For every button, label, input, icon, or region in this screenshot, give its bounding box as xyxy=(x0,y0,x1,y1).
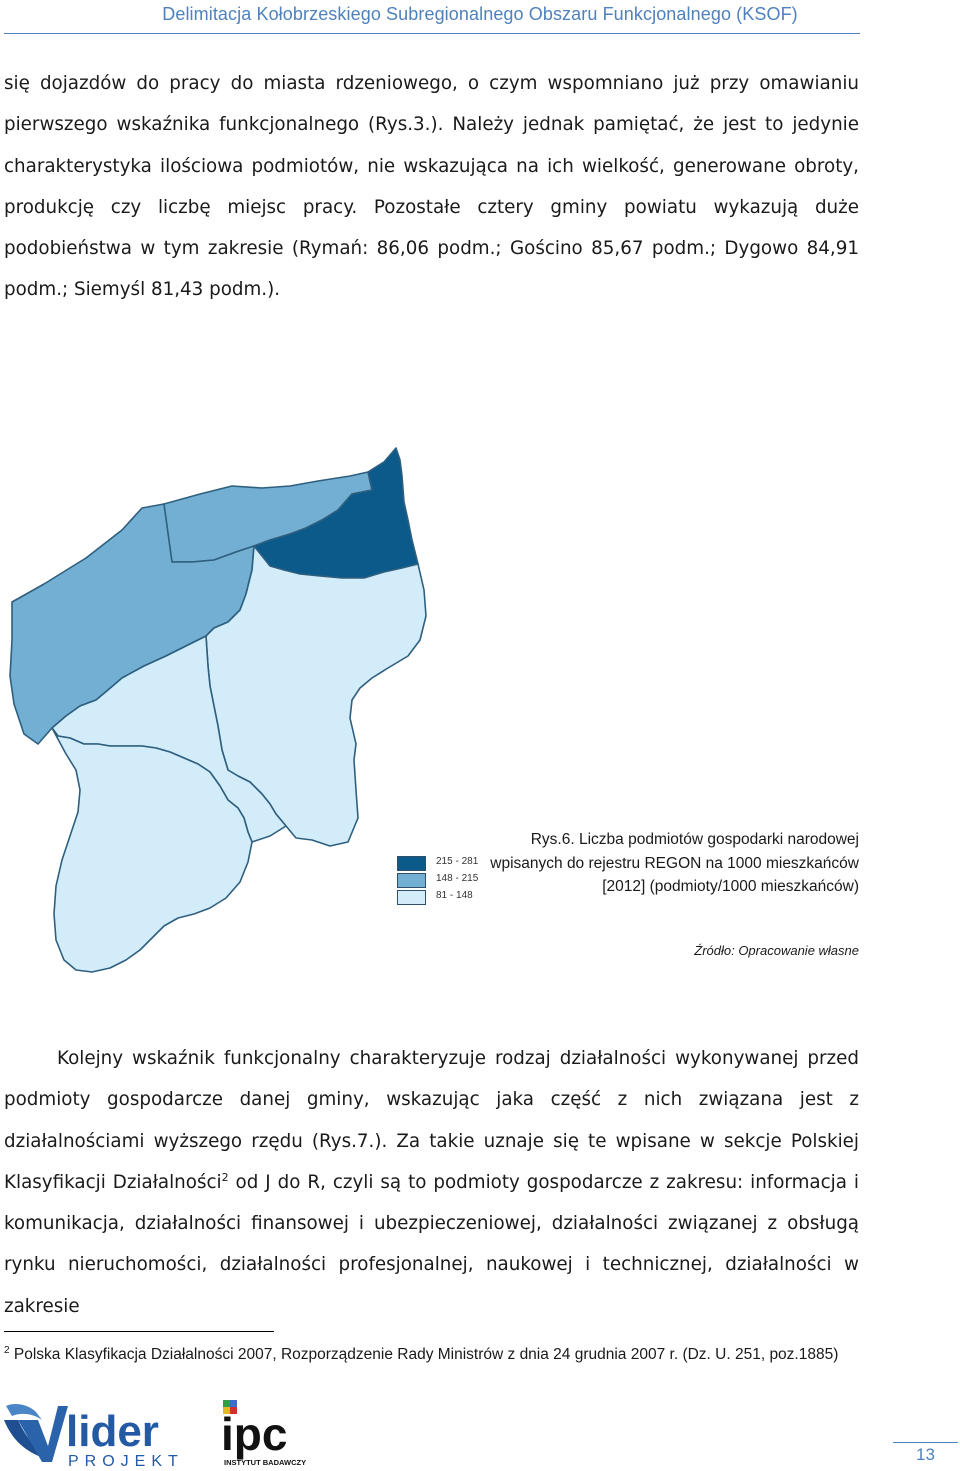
legend-label: 148 - 215 xyxy=(436,873,479,884)
map-legend xyxy=(395,855,495,906)
paragraph2-text-a: Kolejny wskaźnik funkcjonalny charakteryzuje rodzaj działalności wykonywanej przed podmioty gospodarcze danej gminy, wskazując jaka część z nich związana jest z działalnościami wyższego rzędu (Rys.7.). Za takie uznaje się te wpisane w sekcje Polskiej Klasyfikacji Działalności xyxy=(4,1048,859,1193)
lider-subtitle: PROJEKT xyxy=(68,1453,184,1468)
lider-projekt-logo xyxy=(4,1400,199,1468)
body-paragraph-1: się dojazdów do pracy do miasta rdzeniowego, o czym wspomniano już przy omawianiu pierwszego wskaźnika funkcjonalnego (Rys.3.). Należy jednak pamiętać, że jest to jedynie charakterystyka ilościowa podmiotów, nie wskazująca na ich wielkość, generowane obroty, produkcję czy liczbę miejsc pracy. Pozostałe cztery gminy powiatu wykazują duże podobieństwa w tym zakresie (Rymań: 86,06 podm.; Gościno 85,67 podm.; Dygowo 84,91 podm.; Siemyśl 81,43 podm.). xyxy=(4,73,859,301)
ipc-logo xyxy=(221,1398,311,1468)
legend-row xyxy=(395,855,495,872)
figure-source: Źródło: Opracowanie własne xyxy=(694,943,859,958)
lider-swirl-icon xyxy=(4,1404,68,1462)
footnote-text: Polska Klasyfikacja Działalności 2007, Rozporządzenie Rady Ministrów z dnia 24 grudnia 2007 r. (Dz. U. 251, poz.1885) xyxy=(9,1346,839,1363)
legend-row xyxy=(395,889,495,906)
header-divider xyxy=(4,33,860,34)
lider-wordmark: lider xyxy=(66,1407,159,1456)
body-paragraph-2 xyxy=(4,1038,859,1327)
legend-swatch-dark xyxy=(397,856,426,871)
footnote-reference[interactable]: 2 xyxy=(221,1170,229,1184)
paragraph2-text-b: od J do R, czyli są to podmioty gospodarcze z zakresu: informacja i komunikacja, działalności finansowej i ubezpieczeniowej, działalności związanej z obsługą rynku nieruchomości, działalności profesjonalnej, naukowej i technicznej, działalności w zakresie xyxy=(4,1171,859,1317)
page-header-title: Delimitacja Kołobrzeskiego Subregionalnego Obszaru Funkcjonalnego (KSOF) xyxy=(162,4,798,24)
legend-label: 215 - 281 xyxy=(436,856,479,867)
footnote xyxy=(4,1344,859,1366)
footnote-divider xyxy=(4,1331,274,1332)
page-number: 13 xyxy=(916,1445,935,1464)
legend-swatch-medium xyxy=(397,873,426,888)
legend-swatch-light xyxy=(397,890,426,905)
figure-caption: Rys.6. Liczba podmiotów gospodarki narodowej wpisanych do rejestru REGON na 1000 mieszkańców [2012] (podmioty/1000 mieszkańców) xyxy=(490,831,859,896)
ipc-wordmark: ipc xyxy=(221,1408,288,1460)
page-number-divider xyxy=(893,1442,958,1443)
legend-label: 81 - 148 xyxy=(436,890,473,901)
footnote-number: 2 xyxy=(4,1344,10,1356)
ipc-subtitle: INSTYTUT BADAWCZY xyxy=(224,1458,307,1467)
legend-row xyxy=(395,872,495,889)
